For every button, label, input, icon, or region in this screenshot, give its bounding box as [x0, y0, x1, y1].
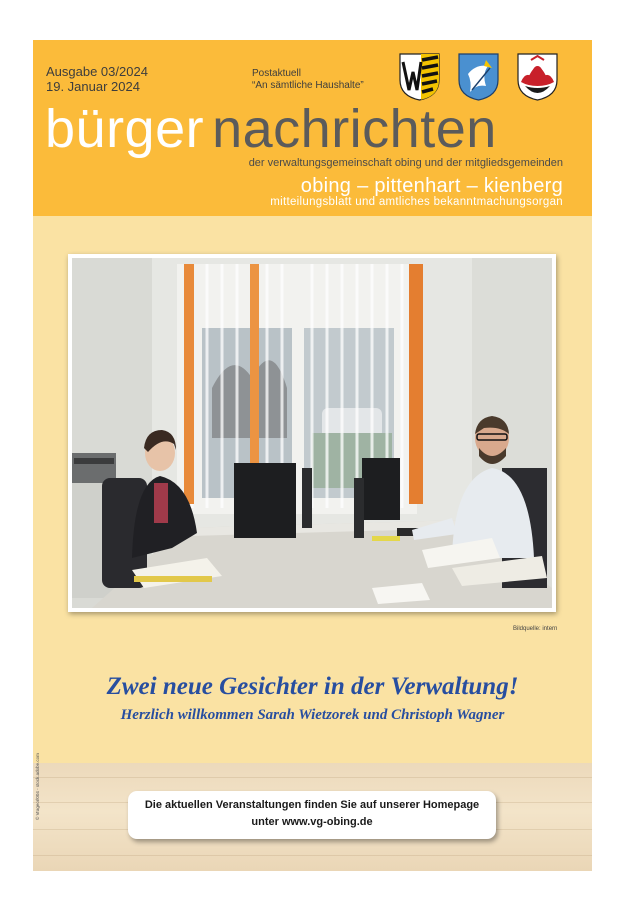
kienberg-crest-icon	[515, 52, 560, 102]
pittenhart-crest-icon	[456, 52, 501, 102]
masthead-word-buerger: bürger	[45, 99, 205, 159]
masthead-subtagline: mitteilungsblatt und amtliches bekanntmachungsorgan	[270, 196, 563, 208]
member-towns: obing – pittenhart – kienberg	[300, 175, 563, 197]
newsletter-page	[33, 40, 592, 871]
postal-line-2: “An sämtliche Haushalte”	[252, 80, 364, 91]
issue-number: Ausgabe 03/2024	[46, 64, 148, 79]
notice-line-1: Die aktuellen Veranstaltungen finden Sie auf unserer Homepage	[144, 799, 480, 811]
issue-info	[46, 64, 148, 94]
image-copyright: © Vrageorl004 - stock.adobe.com	[35, 753, 40, 820]
subheadline: Herzlich willkommen Sarah Wietzorek und Christoph Wagner	[120, 707, 505, 723]
masthead-title	[45, 99, 497, 159]
header-banner	[33, 40, 592, 216]
notice-link[interactable]: unter www.vg-obing.de	[251, 816, 373, 828]
wood-grain-line	[33, 777, 592, 778]
issue-date: 19. Januar 2024	[46, 79, 140, 94]
homepage-notice	[128, 791, 496, 839]
postal-line-1: Postaktuell	[252, 68, 301, 79]
office-photo-illustration	[72, 258, 552, 608]
photo-credit: Bildquelle: intern	[513, 626, 558, 632]
obing-crest-icon	[397, 52, 442, 102]
postal-info	[252, 68, 364, 92]
office-photo	[68, 254, 556, 612]
wood-grain-line	[33, 855, 592, 856]
masthead-word-nachrichten: nachrichten	[212, 99, 497, 159]
headline: Zwei neue Gesichter in der Verwaltung!	[106, 673, 519, 700]
masthead-tagline: der verwaltungsgemeinschaft obing und der mitgliedsgemeinden	[248, 157, 563, 169]
